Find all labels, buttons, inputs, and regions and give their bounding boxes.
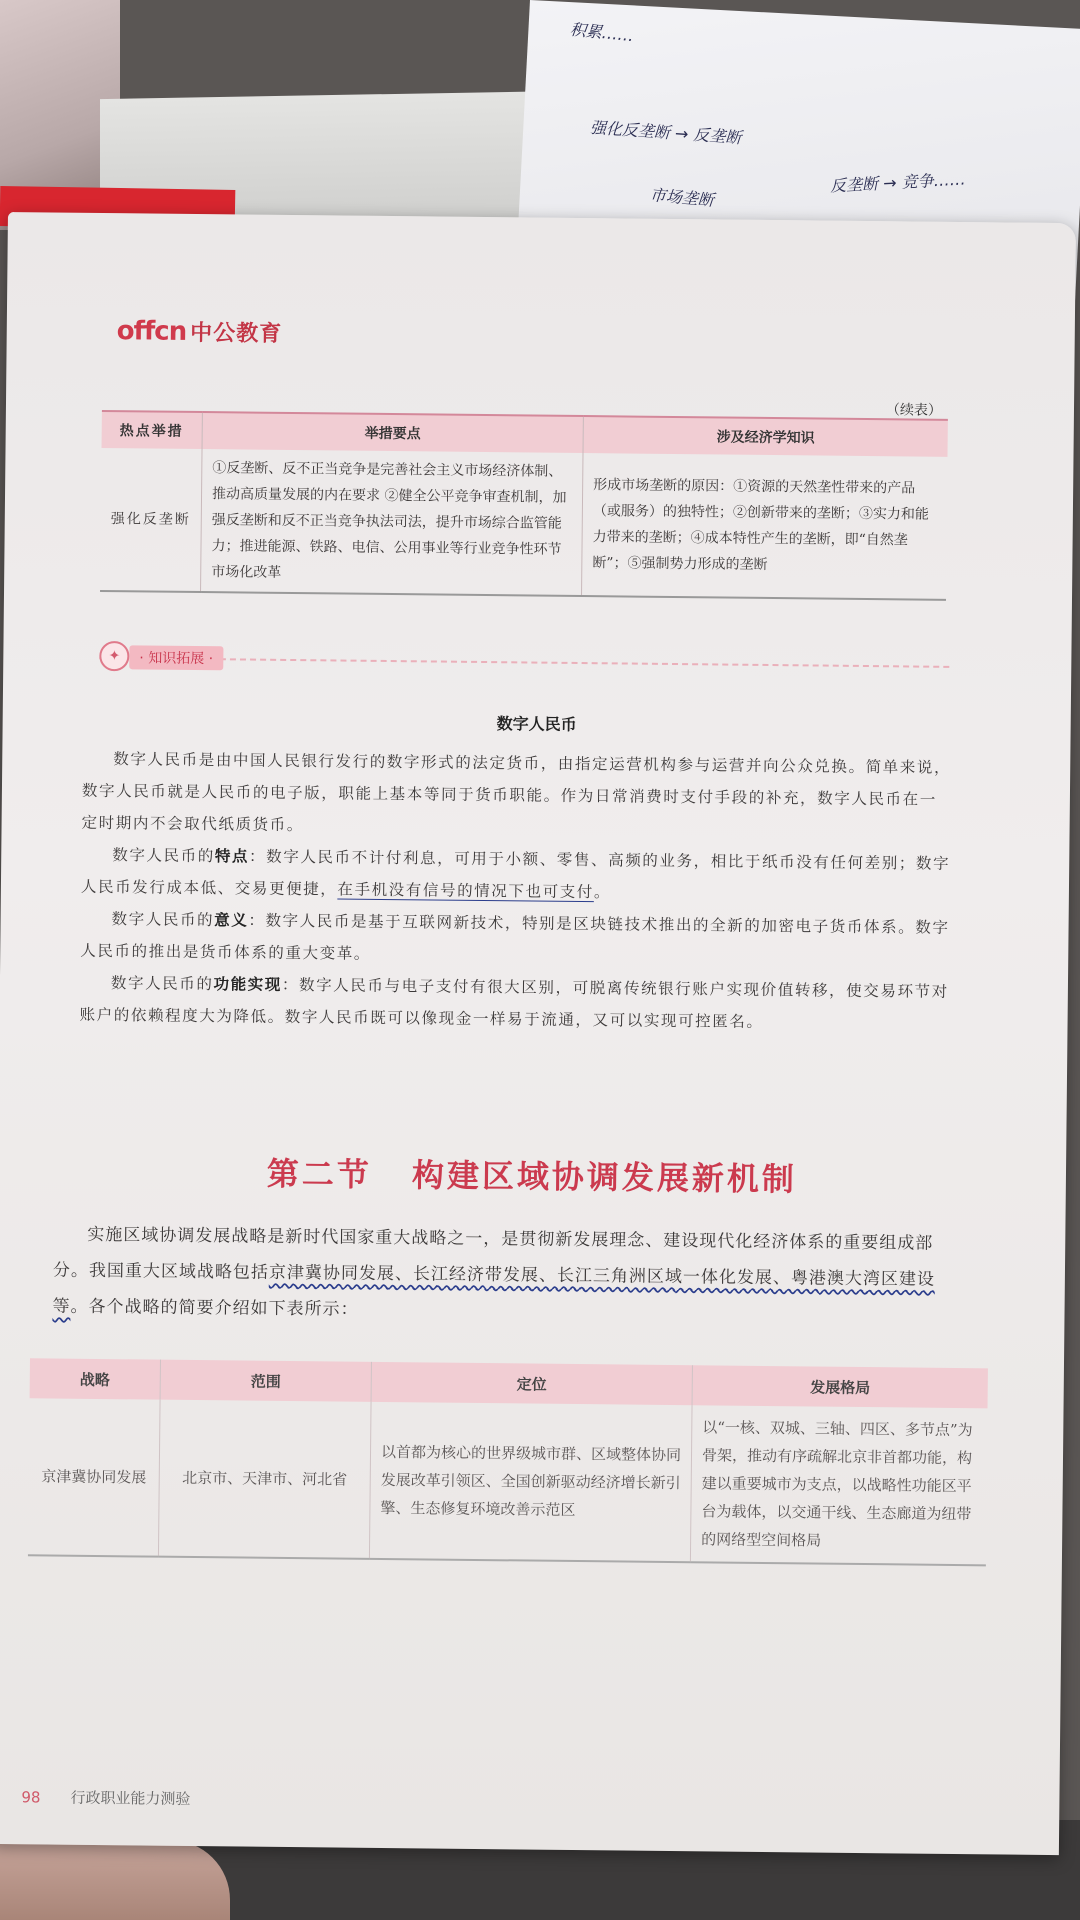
text: 实施区域协调发展战略是新时代国家重大战略之一，是贯彻新发展理念、建设现代化经济体系的重要组成部分。我国重大区域战略包括 [52, 1224, 934, 1283]
knowledge-title: 数字人民币 [496, 714, 577, 734]
handwritten-note: 反垄断 → 竞争…… [829, 169, 967, 196]
pattern-cell: 以“一核、双城、三轴、四区、多节点”为骨架，推动有序疏解北京非首都功能，构建以重要城市为支点，以战略性功能区平台为载体，以交通干线、生态廊道为纽带的网络型空间格局 [690, 1405, 987, 1565]
column-header: 举措要点 [202, 412, 583, 453]
table-row [100, 448, 947, 600]
points-cell: ①反垄断、反不正当竞争是完善社会主义市场经济体制、推动高质量发展的内在要求 ②健全公平竞争审查机制，加强反垄断和反不正当竞争执法司法，提升市场综合监管能力；推进能源、铁路、电信、公用事业等行业竞争性环节市场化改革 [201, 449, 583, 596]
underlined-text: 在手机没有信号的情况下也可支付 [337, 880, 595, 902]
handwritten-note: 积累…… [569, 19, 635, 46]
continued-label: （续表） [885, 402, 943, 419]
logo-text: offcn [116, 316, 187, 347]
bold-term: 意义 [214, 910, 249, 930]
section-title: 构建区域协调发展新机制 [411, 1156, 798, 1199]
text: ：数字人民币是基于互联网新技术，特别是区块链技术推出的全新的加密电子货币体系。数字人民币的推出是货币体系的重大变革。 [80, 911, 950, 963]
column-header: 发展格局 [692, 1365, 988, 1408]
column-header: 定位 [371, 1362, 692, 1405]
page-number: 98 [21, 1788, 41, 1807]
lightbulb-icon: ✦ [99, 641, 129, 671]
knowledge-tag [99, 641, 279, 673]
column-header: 战略 [30, 1358, 161, 1399]
book-title: 行政职业能力测验 [70, 1788, 191, 1808]
text: 。各个战略的简要介绍如下表所示： [70, 1296, 359, 1320]
chapter-heading [0, 1146, 1066, 1203]
scope-cell: 北京市、天津市、河北省 [158, 1400, 371, 1559]
column-header: 范围 [160, 1360, 371, 1402]
text: ：数字人民币与电子支付有很大区别，可脱离传统银行账户实现价值转移，使交易环节对账户的依赖程度大为降低。数字人民币既可以像现金一样易于流通，又可以实现可控匿名。 [79, 975, 949, 1031]
paragraph: 数字人民币是由中国人民银行发行的数字形式的法定货币，由指定运营机构参与运营并向公众兑换。简单来说，数字人民币就是人民币的电子版，职能上基本等同于货币职能。作为日常消费时支付手段的补充，数字人民币在一定时期内不会取代纸质货币。 [81, 750, 952, 835]
text: 数字人民币的 [111, 910, 215, 930]
strategy-cell: 京津冀协同发展 [28, 1398, 160, 1556]
publisher-logo [117, 315, 283, 348]
intro-paragraph [52, 1217, 953, 1334]
text: 数字人民币的 [110, 974, 214, 994]
text: ：数字人民币不计付利息，可用于小额、零售、高频的业务，相比于纸币没有任何差别；数字人民币发行成本低、交易更便捷， [80, 847, 951, 899]
position-cell: 以首都为核心的世界级城市群、区域整体协同发展改革引领区、全国创新驱动经济增长新引擎、生态修复环境改善示范区 [369, 1402, 692, 1562]
book-page [0, 212, 1076, 1855]
wavy-underlined-text: 京津冀协同发展、长江经济带发展、长江三角洲区域一体化发展、粤港澳大湾区建设等 [52, 1262, 935, 1317]
paragraph [80, 903, 951, 976]
handwritten-note: 强化反垄断 → 反垄断 [589, 117, 743, 148]
strategy-table [28, 1358, 988, 1566]
hot-measures-table [100, 410, 948, 601]
paragraph [81, 839, 952, 912]
handwritten-note: 市场垄断 [649, 185, 715, 210]
table-row [28, 1398, 988, 1565]
text: 数字人民币的 [112, 846, 215, 866]
paragraph [79, 967, 950, 1040]
bold-term: 功能实现 [213, 974, 283, 994]
column-header: 涉及经济学知识 [583, 416, 948, 457]
section-number: 第二节 [266, 1154, 373, 1194]
text: 。 [593, 883, 612, 902]
page-footer [21, 1786, 190, 1809]
background-thumb [0, 1840, 230, 1920]
column-header: 热点举措 [102, 411, 203, 449]
measure-cell: 强化反垄断 [100, 448, 202, 592]
bold-term: 特点 [214, 846, 250, 866]
knowledge-label: · 知识拓展 · [129, 645, 223, 670]
logo-cn: 中公教育 [190, 320, 283, 347]
economics-cell: 形成市场垄断的原因：①资源的天然垄性带来的产品（或服务）的独特性；②创新带来的垄断；③实力和能力带来的垄断；④成本特性产生的垄断，即“自然垄断”；⑤强制势力形成的垄断 [582, 453, 948, 600]
